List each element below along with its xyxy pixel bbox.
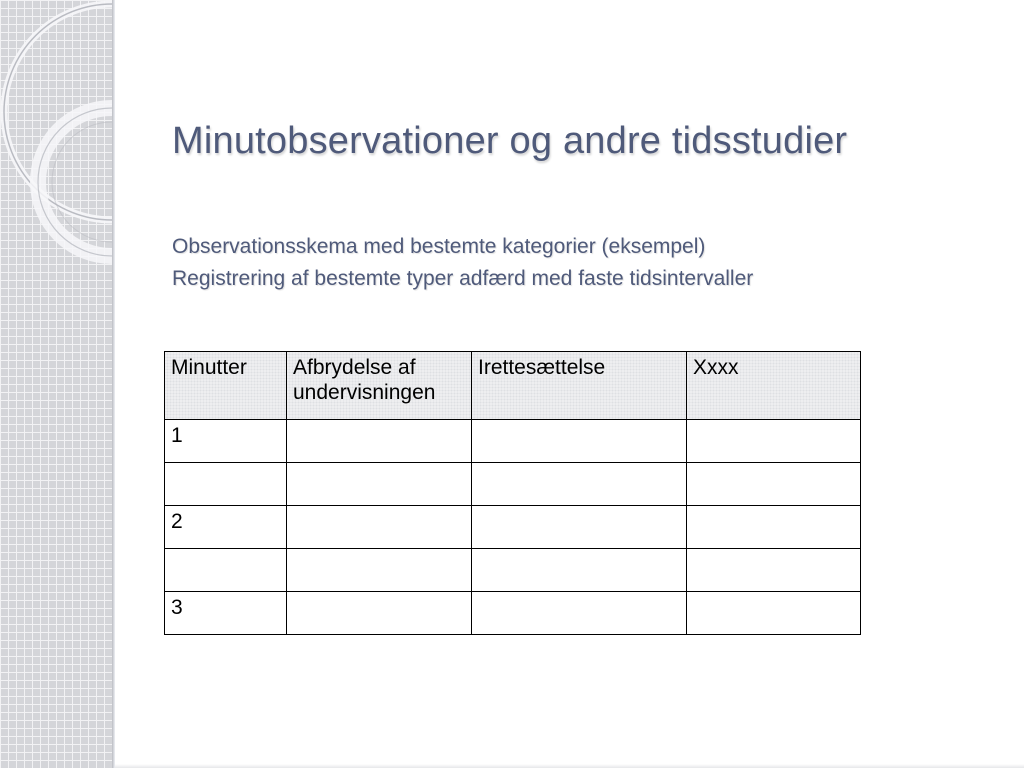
table-row: [165, 592, 861, 635]
header-cell-xxxx: Xxxx: [687, 352, 861, 420]
table-cell: 1: [165, 420, 287, 463]
side-panel-edge: [112, 0, 115, 768]
header-cell-irettesaettelse: Irettesættelse: [472, 352, 687, 420]
slide-title: Minutobservationer og andre tidsstudier: [172, 120, 848, 162]
table-cell: 3: [165, 592, 287, 635]
header-cell-afbrydelse: Afbrydelse af undervisningen: [287, 352, 472, 420]
table-row: [165, 549, 861, 592]
table-cell: [472, 506, 687, 549]
table-cell: [165, 463, 287, 506]
table-cell: [687, 463, 861, 506]
table-row: [165, 463, 861, 506]
table-cell: [472, 463, 687, 506]
table-cell: [287, 592, 472, 635]
slide-subtitle: [172, 231, 753, 295]
observation-table: [164, 351, 861, 635]
table-cell: [687, 420, 861, 463]
table-row: [165, 506, 861, 549]
table-cell: [472, 420, 687, 463]
table-cell: [687, 549, 861, 592]
table-cell: [287, 549, 472, 592]
header-cell-minutter: Minutter: [165, 352, 287, 420]
table-cell: [165, 549, 287, 592]
table-cell: [472, 549, 687, 592]
table-cell: [287, 420, 472, 463]
table-header-row: [165, 352, 861, 420]
table-cell: [472, 592, 687, 635]
table-cell: 2: [165, 506, 287, 549]
table-cell: [287, 463, 472, 506]
subtitle-line-2: Registrering af bestemte typer adfærd med faste tidsintervaller: [172, 267, 754, 290]
table-row: [165, 420, 861, 463]
decorative-circles: [0, 0, 112, 768]
table-cell: [687, 592, 861, 635]
table-cell: [687, 506, 861, 549]
bottom-shadow: [115, 764, 1024, 768]
subtitle-line-1: Observationsskema med bestemte kategorier (eksempel): [172, 235, 706, 258]
decorative-side-panel: [0, 0, 112, 768]
table-cell: [287, 506, 472, 549]
